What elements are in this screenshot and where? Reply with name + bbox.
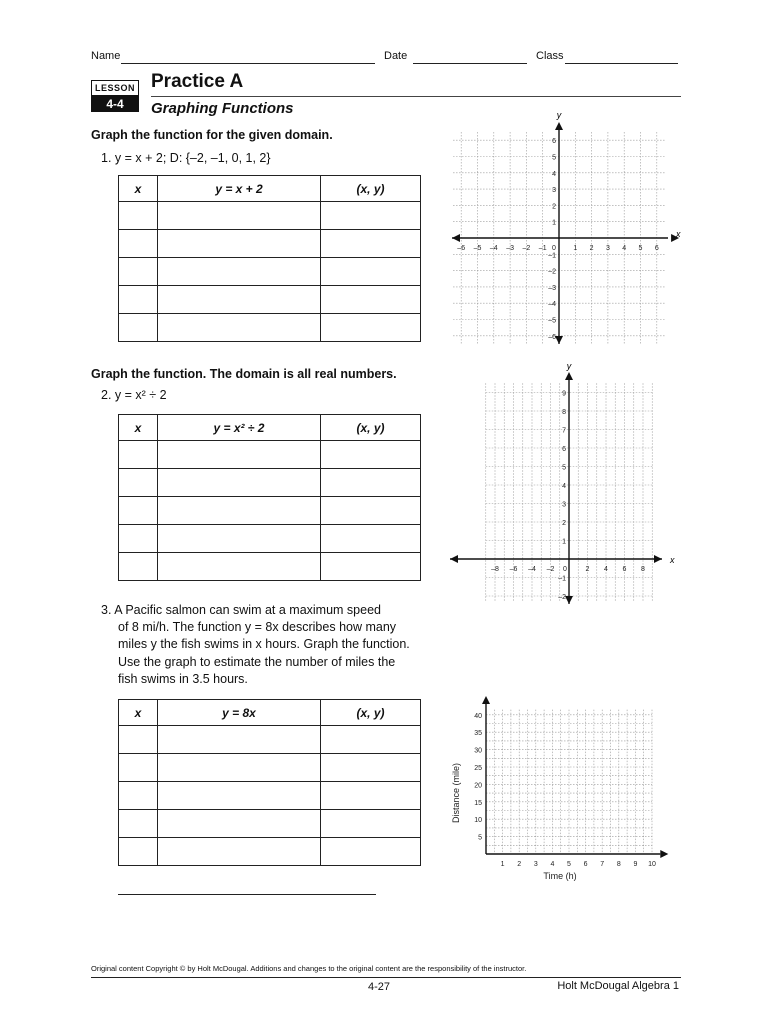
x-axis-arrow [654, 555, 662, 563]
table-cell[interactable] [119, 314, 158, 342]
table-cell[interactable] [321, 754, 421, 782]
table-cell[interactable] [321, 286, 421, 314]
table-cell[interactable] [321, 314, 421, 342]
problem-1: 1. y = x + 2; D: {–2, –1, 0, 1, 2} [101, 151, 271, 165]
table-cell[interactable] [119, 525, 158, 553]
table-header: (x, y) [321, 700, 421, 726]
table-cell[interactable] [321, 230, 421, 258]
table-cell[interactable] [119, 258, 158, 286]
tick-label: –4 [489, 245, 498, 252]
y-axis-label: y [556, 110, 562, 120]
table-cell[interactable] [119, 553, 158, 581]
tick-label: 2 [585, 566, 590, 573]
x-axis-label: x [670, 555, 675, 565]
tick-label: 1 [573, 245, 578, 252]
tick-label: 6 [552, 138, 556, 146]
x-axis-label: x [676, 229, 681, 239]
table-row [119, 469, 421, 497]
tick-label: –1 [538, 245, 547, 252]
tick-label: 3 [562, 501, 566, 509]
table-row [119, 314, 421, 342]
table-header: (x, y) [321, 415, 421, 441]
tick-label: 3 [605, 245, 610, 252]
problem-2: 2. y = x² ÷ 2 [101, 388, 167, 402]
problem-3-line: Use the graph to estimate the number of miles the [118, 655, 396, 669]
copyright-note: Original content Copyright © by Holt McDougal. Additions and changes to the original content are the responsibility of the instructor. [91, 964, 527, 973]
tick-label: 2 [562, 520, 566, 527]
page-title: Practice A [151, 71, 244, 92]
table-row [119, 782, 421, 810]
graph-3-labels [474, 713, 656, 868]
problem-3-line: miles y the fish swims in x hours. Graph the function. [118, 637, 410, 651]
table-cell[interactable] [158, 469, 321, 497]
page-number: 4-27 [368, 981, 391, 993]
graph-3-grid [486, 710, 652, 854]
table-row [119, 838, 421, 866]
tick-label: –4 [548, 301, 556, 309]
lesson-badge [91, 80, 139, 112]
table-header: x [119, 415, 158, 441]
table-cell[interactable] [321, 469, 421, 497]
tick-label: 25 [474, 765, 482, 772]
tick-label: 6 [562, 446, 566, 453]
section1-instruction: Graph the function for the given domain. [91, 128, 333, 142]
table-cell[interactable] [158, 202, 321, 230]
tick-label: –6 [457, 245, 466, 252]
table-cell[interactable] [119, 286, 158, 314]
tick-label: 3 [552, 187, 556, 195]
graph-3-axes [482, 696, 668, 858]
tick-label: –3 [548, 284, 556, 292]
table-row [119, 810, 421, 838]
table-cell[interactable] [158, 726, 321, 754]
table-cell[interactable] [158, 525, 321, 553]
tick-label: –2 [548, 268, 556, 276]
tick-label: 1 [552, 219, 556, 227]
lesson-label: LESSON [91, 80, 139, 96]
tick-label: 4 [562, 483, 566, 490]
tick-label: –2 [558, 594, 566, 601]
table-cell[interactable] [321, 258, 421, 286]
name-line[interactable] [121, 63, 375, 64]
tick-label: –5 [548, 317, 556, 325]
tick-label: –5 [473, 245, 482, 252]
tick-label: 8 [641, 566, 645, 573]
table-header: y = 8x [158, 700, 321, 726]
footer-rule [91, 977, 681, 978]
tick-label: –1 [558, 575, 566, 583]
section2-instruction: Graph the function. The domain is all real numbers. [91, 367, 397, 381]
table-cell[interactable] [321, 553, 421, 581]
class-line[interactable] [565, 63, 678, 64]
tick-label: 5 [638, 245, 643, 252]
lesson-number: 4-4 [91, 96, 139, 112]
title-rule [151, 96, 681, 97]
tick-label: 8 [562, 409, 566, 416]
tick-label: 9 [562, 390, 566, 398]
graph-2 [446, 358, 686, 608]
tick-label: –6 [548, 333, 556, 341]
function-table-3 [118, 699, 421, 866]
tick-label: 5 [478, 834, 482, 842]
y-axis-arrow [555, 122, 563, 130]
table-cell[interactable] [158, 754, 321, 782]
table-cell[interactable] [158, 810, 321, 838]
tick-label: 4 [622, 245, 627, 252]
table-cell[interactable] [158, 286, 321, 314]
table-row [119, 553, 421, 581]
tick-label: –2 [546, 566, 555, 573]
tick-label: 6 [654, 245, 659, 252]
y-axis-arrow [555, 336, 563, 344]
answer-line[interactable] [118, 894, 376, 895]
tick-label: 5 [562, 464, 566, 472]
table-row [119, 286, 421, 314]
table-cell[interactable] [158, 230, 321, 258]
y-axis-arrow [482, 696, 490, 704]
table-cell[interactable] [119, 782, 158, 810]
tick-label: 8 [616, 861, 621, 868]
table-row [119, 754, 421, 782]
table-cell[interactable] [158, 258, 321, 286]
tick-label: 15 [474, 799, 482, 807]
table-row [119, 258, 421, 286]
table-cell[interactable] [119, 230, 158, 258]
name-label: Name [91, 50, 121, 62]
table-cell[interactable] [321, 441, 421, 469]
tick-label: –2 [522, 245, 531, 252]
y-axis-label: y [566, 361, 572, 371]
x-axis-arrow [450, 555, 458, 563]
table-header: y = x + 2 [158, 176, 321, 202]
table-cell[interactable] [321, 782, 421, 810]
table-cell[interactable] [321, 497, 421, 525]
table-row [119, 497, 421, 525]
tick-label: 4 [604, 566, 608, 573]
problem-3-line: 3. A Pacific salmon can swim at a maximum speed [101, 603, 381, 617]
tick-label: –6 [509, 566, 518, 573]
table-cell[interactable] [119, 497, 158, 525]
x-axis-title: Time (h) [543, 871, 577, 881]
table-cell[interactable] [321, 726, 421, 754]
table-cell[interactable] [158, 314, 321, 342]
tick-label: 7 [562, 427, 566, 435]
tick-label: 0 [563, 566, 567, 573]
page-subtitle: Graphing Functions [151, 100, 294, 117]
tick-label: 4 [550, 861, 555, 868]
graph-1 [446, 108, 686, 348]
table-header: x [119, 176, 158, 202]
class-label: Class [536, 50, 564, 62]
table-cell[interactable] [119, 202, 158, 230]
table-cell[interactable] [321, 810, 421, 838]
table-row [119, 525, 421, 553]
table-cell[interactable] [119, 469, 158, 497]
tick-label: 5 [552, 154, 556, 162]
table-row [119, 441, 421, 469]
tick-label: –4 [528, 566, 536, 573]
function-table-1 [118, 175, 421, 342]
tick-label: 6 [622, 566, 627, 573]
table-cell[interactable] [158, 838, 321, 866]
date-line[interactable] [413, 63, 527, 64]
x-axis-arrow [452, 234, 460, 242]
table-cell[interactable] [321, 838, 421, 866]
tick-label: 2 [517, 861, 522, 868]
table-row [119, 230, 421, 258]
graph-2-axes [450, 372, 662, 604]
table-header: y = x² ÷ 2 [158, 415, 321, 441]
table-cell[interactable] [321, 525, 421, 553]
table-cell[interactable] [119, 810, 158, 838]
y-axis-title: Distance (mile) [451, 762, 461, 824]
table-row [119, 202, 421, 230]
tick-label: 10 [648, 861, 656, 868]
table-cell[interactable] [119, 441, 158, 469]
table-cell[interactable] [158, 497, 321, 525]
tick-label: 4 [552, 170, 556, 178]
table-cell[interactable] [119, 754, 158, 782]
tick-label: 0 [552, 245, 556, 252]
tick-label: –1 [548, 252, 556, 260]
table-cell[interactable] [158, 441, 321, 469]
tick-label: 6 [583, 861, 588, 868]
tick-label: 9 [633, 861, 638, 868]
table-cell[interactable] [158, 553, 321, 581]
tick-label: –8 [491, 566, 499, 573]
x-axis-arrow [660, 850, 668, 858]
tick-label: 2 [589, 245, 594, 252]
table-header: (x, y) [321, 176, 421, 202]
table-cell[interactable] [158, 782, 321, 810]
table-row [119, 726, 421, 754]
tick-label: 1 [500, 861, 505, 868]
tick-label: 20 [474, 782, 482, 790]
tick-label: 2 [552, 203, 556, 211]
graph-3 [446, 690, 676, 890]
tick-label: 3 [533, 861, 538, 868]
tick-label: 10 [474, 817, 482, 825]
graph-2-labels [491, 361, 675, 601]
table-cell[interactable] [119, 838, 158, 866]
table-cell[interactable] [119, 726, 158, 754]
y-axis-arrow [565, 372, 573, 380]
date-label: Date [384, 50, 408, 62]
y-axis-arrow [565, 596, 573, 604]
tick-label: 5 [567, 861, 571, 868]
tick-label: –3 [506, 245, 514, 252]
tick-label: 35 [474, 730, 482, 738]
tick-label: 30 [474, 747, 482, 755]
tick-label: 7 [600, 861, 605, 868]
function-table-2 [118, 414, 421, 581]
graph-1-labels [457, 110, 681, 341]
table-header: x [119, 700, 158, 726]
tick-label: 40 [474, 712, 482, 720]
problem-3-line: of 8 mi/h. The function y = 8x describes how many [118, 620, 397, 634]
table-cell[interactable] [321, 202, 421, 230]
problem-3-line: fish swims in 3.5 hours. [118, 672, 248, 686]
tick-label: 1 [562, 538, 566, 546]
graph-1-axes [452, 122, 679, 344]
book-title: Holt McDougal Algebra 1 [557, 980, 679, 992]
